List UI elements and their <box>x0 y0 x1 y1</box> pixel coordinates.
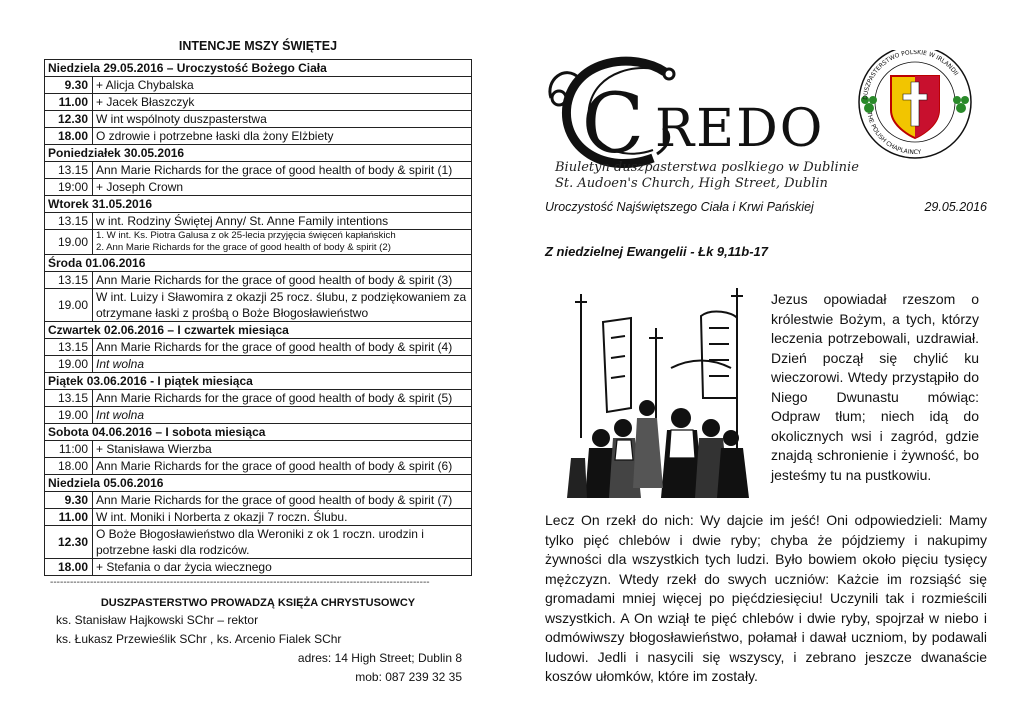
intention-text: Int wolna <box>93 356 472 373</box>
intention-row <box>45 94 472 111</box>
intention-text: + Stanisława Wierzba <box>93 441 472 458</box>
procession-illustration <box>561 288 757 498</box>
intention-text: + Stefania o dar życia wiecznego <box>93 559 472 576</box>
intention-text: W int wspólnoty duszpasterstwa <box>93 111 472 128</box>
phone: mob: 087 239 32 35 <box>355 670 462 684</box>
intention-row <box>45 179 472 196</box>
day-header: Niedziela 29.05.2016 – Uroczystość Bożego Ciała <box>45 60 472 77</box>
day-header: Wtorek 31.05.2016 <box>45 196 472 213</box>
intention-time: 19.00 <box>45 407 93 424</box>
day-header: Niedziela 05.06.2016 <box>45 475 472 492</box>
intention-row <box>45 492 472 509</box>
day-header-row <box>45 60 472 77</box>
intention-time: 19.00 <box>45 289 93 322</box>
intention-row <box>45 272 472 289</box>
feast-line <box>545 200 987 214</box>
intention-row <box>45 230 472 255</box>
intention-time: 11.00 <box>45 94 93 111</box>
intention-row <box>45 509 472 526</box>
day-header: Środa 01.06.2016 <box>45 255 472 272</box>
intention-line: otrzymane łaski z prośbą o Boże Błogosławieństwo <box>96 306 369 320</box>
day-header-row <box>45 322 472 339</box>
intention-time: 9.30 <box>45 492 93 509</box>
intention-row <box>45 407 472 424</box>
intention-time: 13.15 <box>45 339 93 356</box>
bulletin-subtitle <box>555 160 859 192</box>
intention-time: 13.15 <box>45 162 93 179</box>
intention-row <box>45 77 472 94</box>
congregation-heading: DUSZPASTERSTWO PROWADZĄ KSIĘŻA CHRYSTUSOWCY <box>100 597 416 609</box>
intention-time: 13.15 <box>45 272 93 289</box>
intention-row <box>45 390 472 407</box>
intention-time: 11.00 <box>45 509 93 526</box>
intentions-title: INTENCJE MSZY ŚWIĘTEJ <box>178 39 338 53</box>
day-header: Sobota 04.06.2016 – I sobota miesiąca <box>45 424 472 441</box>
intention-row <box>45 289 472 322</box>
intention-time: 18.00 <box>45 128 93 145</box>
intention-row <box>45 111 472 128</box>
intention-time: 18.00 <box>45 458 93 475</box>
intention-line: W int. Luizy i Sławomira z okazji 25 rocz. ślubu, z podziękowaniem za <box>96 290 467 304</box>
intention-row <box>45 559 472 576</box>
intention-text: + Joseph Crown <box>93 179 472 196</box>
intention-text: Ann Marie Richards for the grace of good health of body & spirit (1) <box>93 162 472 179</box>
intention-time: 12.30 <box>45 526 93 559</box>
intention-row <box>45 128 472 145</box>
intention-row <box>45 458 472 475</box>
intention-row <box>45 441 472 458</box>
day-header-row <box>45 145 472 162</box>
intention-text <box>93 230 472 255</box>
day-header-row <box>45 424 472 441</box>
intention-text: O zdrowie i potrzebne łaski dla żony Elżbiety <box>93 128 472 145</box>
intention-line: potrzebne łaski dla rodziców. <box>96 543 250 557</box>
intention-time: 13.15 <box>45 213 93 230</box>
intention-text: + Jacek Błaszczyk <box>93 94 472 111</box>
day-header-row <box>45 373 472 390</box>
intention-time: 19.00 <box>45 230 93 255</box>
intention-text: Ann Marie Richards for the grace of good health of body & spirit (6) <box>93 458 472 475</box>
day-header: Czwartek 02.06.2016 – I czwartek miesiąca <box>45 322 472 339</box>
intention-row <box>45 356 472 373</box>
intention-row <box>45 339 472 356</box>
priest-line-1: ks. Stanisław Hajkowski SChr – rektor <box>56 613 259 627</box>
day-header-row <box>45 196 472 213</box>
intention-text: W int. Moniki i Norberta z okazji 7 roczn. Ślubu. <box>93 509 472 526</box>
credo-initial: C <box>581 77 645 172</box>
credo-word: REDO <box>655 99 825 159</box>
intention-text: Ann Marie Richards for the grace of good health of body & spirit (7) <box>93 492 472 509</box>
day-header-row <box>45 475 472 492</box>
day-header: Piątek 03.06.2016 - I piątek miesiąca <box>45 373 472 390</box>
intentions-column <box>44 38 472 687</box>
intention-time: 13.15 <box>45 390 93 407</box>
day-header-row <box>45 255 472 272</box>
separator-line: ------------------------------------------------------------------------------------------------------------------ <box>50 577 430 588</box>
intention-time: 19.00 <box>45 356 93 373</box>
seal-text-bottom: THE POLISH CHAPLAINCY <box>865 111 922 157</box>
gospel-heading: Z niedzielnej Ewangelii - Łk 9,11b-17 <box>545 244 768 259</box>
gospel-paragraph-2: Lecz On rzekł do nich: Wy dajcie im jeść! Oni odpowiedzieli: Mamy tylko pięć chlebów i dwie ryby; chyba że pójdziemy i nakupimy żywności dla wszystkich tych ludzi. Było bowiem około pięciu tysięcy mężczyzn. Wtedy rzekł do swych uczniów: Każcie im rozsiąść się gromadami mniej więcej po pięćdziesięciu! Uczynili tak i rozmieścili wszystkich. A On wziął te pięć chlebów i dwie ryby, spojrzał w niebo i odmówiwszy błogosławieństwo, połamał i dawał uczniom, by podawali ludowi. Jedli i nasycili się wszyscy, i zebrano jeszcze dwanaście koszów ułomków, które im zostały. <box>545 512 987 684</box>
intention-text: Ann Marie Richards for the grace of good health of body & spirit (3) <box>93 272 472 289</box>
intention-time: 11:00 <box>45 441 93 458</box>
bulletin-date: 29.05.2016 <box>924 200 987 214</box>
intention-row <box>45 526 472 559</box>
address: adres: 14 High Street; Dublin 8 <box>297 651 462 665</box>
intention-text: w int. Rodziny Świętej Anny/ St. Anne Family intentions <box>93 213 472 230</box>
day-header: Poniedziałek 30.05.2016 <box>45 145 472 162</box>
intentions-table <box>44 59 472 576</box>
intention-text: Ann Marie Richards for the grace of good health of body & spirit (4) <box>93 339 472 356</box>
intention-time: 9.30 <box>45 77 93 94</box>
intention-time: 19:00 <box>45 179 93 196</box>
intention-line: 1. W int. Ks. Piotra Galusa z ok 25-lecia przyjęcia święceń kapłańskich <box>96 230 396 241</box>
intention-text: + Alicja Chybalska <box>93 77 472 94</box>
chaplaincy-seal <box>859 50 971 158</box>
bulletin-line-1: Biuletyn duszpasterstwa poslkiego w Dublinie <box>555 160 859 175</box>
feast-name: Uroczystość Najświętszego Ciała i Krwi Pańskiej <box>545 200 814 214</box>
intention-text: Int wolna <box>93 407 472 424</box>
intention-text <box>93 526 472 559</box>
bulletin-line-2: St. Audoen's Church, High Street, Dublin <box>555 176 828 191</box>
priest-line-2: ks. Łukasz Przewieślik SChr , ks. Arcenio Fialek SChr <box>56 632 342 646</box>
credo-logo <box>545 50 985 178</box>
intention-text: Ann Marie Richards for the grace of good health of body & spirit (5) <box>93 390 472 407</box>
intention-text <box>93 289 472 322</box>
intention-line: 2. Ann Marie Richards for the grace of good health of body & spirit (2) <box>96 242 391 253</box>
seal-text: DUSZPASTERSTWO POLSKIE W IRLANDII <box>862 50 960 101</box>
intention-row <box>45 162 472 179</box>
intention-line: O Boże Błogosławieństwo dla Weroniki z ok 1 roczn. urodzin i <box>96 527 424 541</box>
intention-time: 12.30 <box>45 111 93 128</box>
intention-time: 18.00 <box>45 559 93 576</box>
intention-row <box>45 213 472 230</box>
gospel-paragraph-1: Jezus opowiadał rzeszom o królestwie Bożym, a tych, którzy leczenia potrzebowali, uzdrawiał. Dzień począł się chylić ku wieczorowi. Wtedy przystąpiło do Niego Dwunastu mówiąc: Odpraw tłum; niech idą do okolicznych wsi i zagród, gdzie znajdą schronienie i żywność, bo jesteśmy tu na pustkowiu. <box>771 291 979 483</box>
